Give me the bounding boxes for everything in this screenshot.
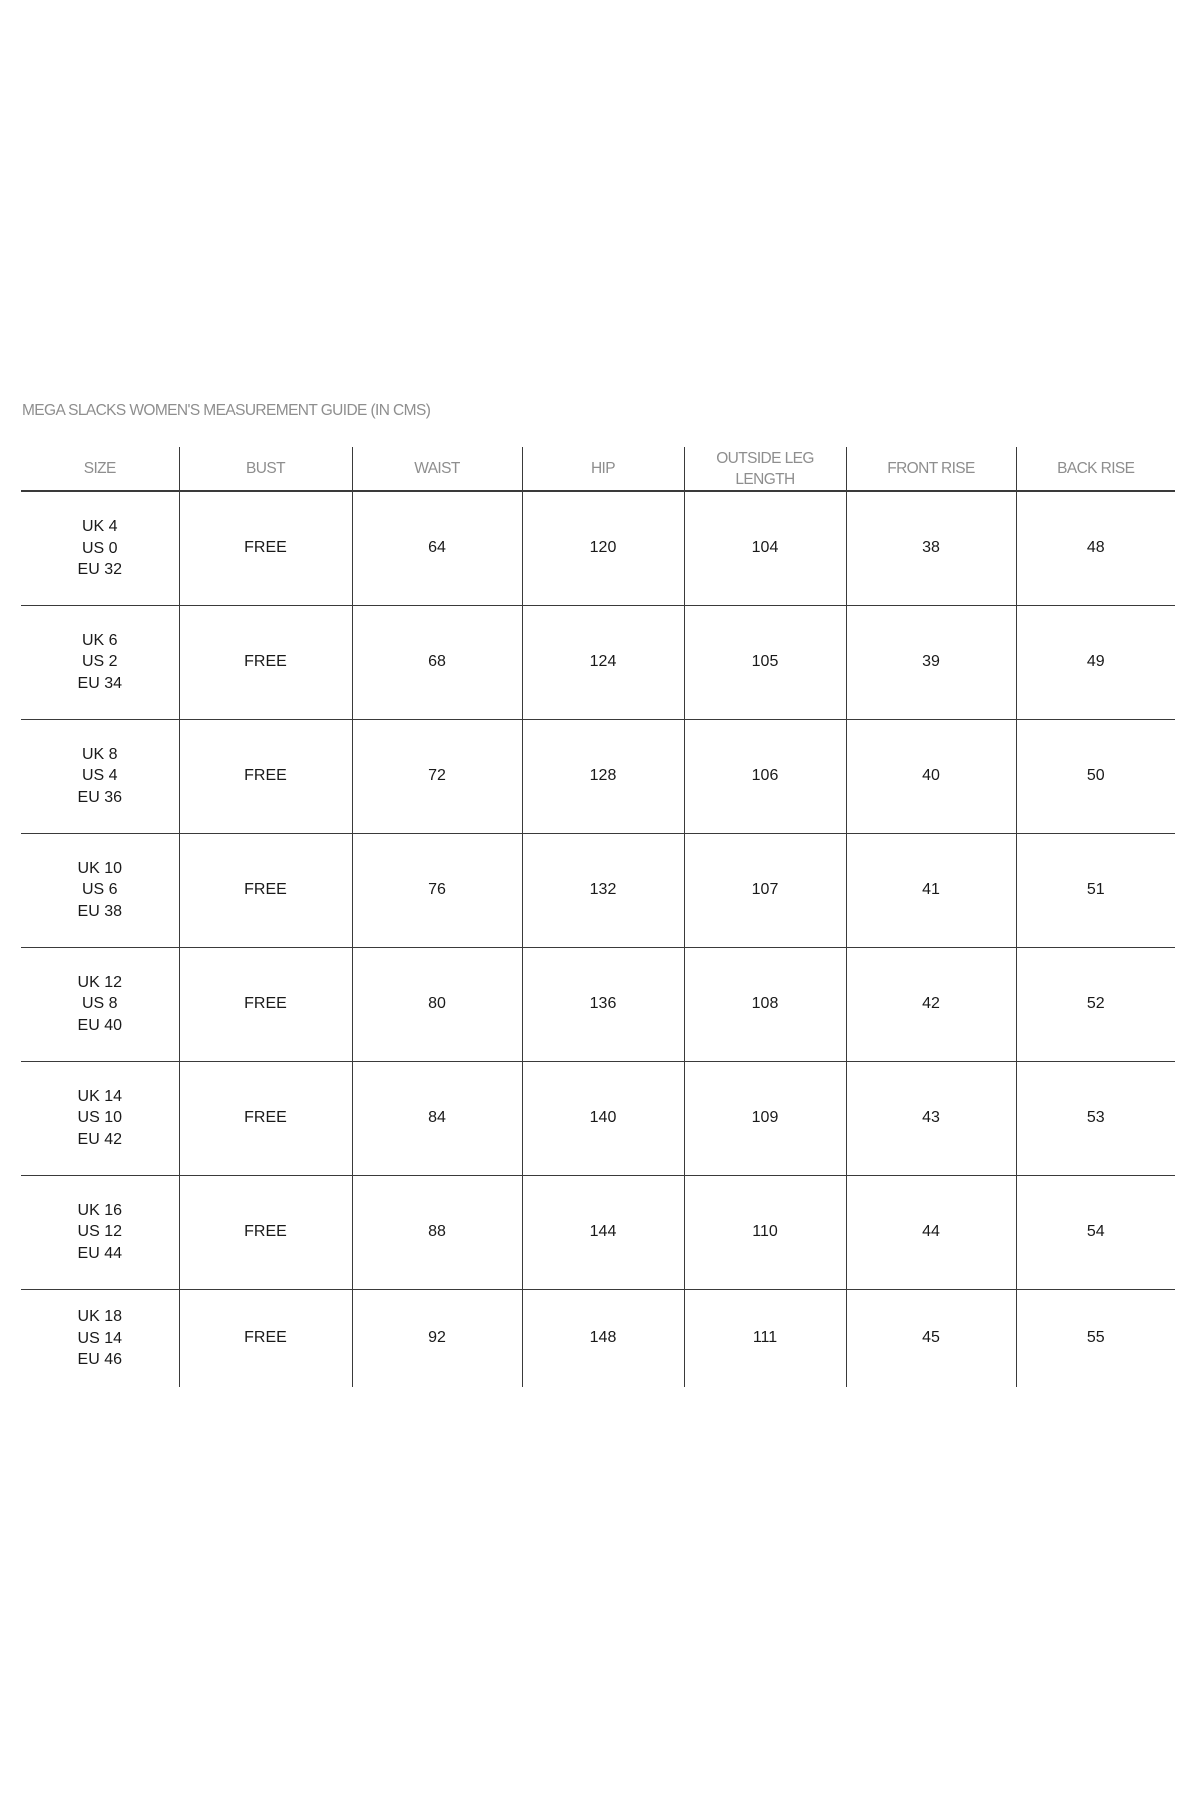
size-us: US 2: [81, 653, 118, 671]
size-table: [21, 447, 1175, 1387]
waist-cell: 80: [352, 947, 522, 1061]
front-rise-cell: 41: [846, 833, 1016, 947]
table-row: [21, 605, 1175, 719]
column-header-bust: BUST: [179, 447, 352, 491]
hip-cell: 148: [522, 1289, 684, 1387]
table-row: [21, 1061, 1175, 1175]
size-uk: UK 8: [81, 745, 118, 763]
size-us: US 4: [81, 767, 118, 785]
table-row: [21, 1175, 1175, 1289]
back-rise-cell: 51: [1016, 833, 1175, 947]
waist-cell: 68: [352, 605, 522, 719]
front-rise-cell: 44: [846, 1175, 1016, 1289]
back-rise-cell: 49: [1016, 605, 1175, 719]
outside-leg-length-cell: 109: [684, 1061, 846, 1175]
column-header-waist: WAIST: [352, 447, 522, 491]
outside-leg-length-cell: 104: [684, 491, 846, 605]
bust-cell: FREE: [179, 947, 352, 1061]
bust-cell: FREE: [179, 1289, 352, 1387]
waist-cell: 88: [352, 1175, 522, 1289]
bust-cell: FREE: [179, 719, 352, 833]
table-header: [21, 447, 1175, 491]
back-rise-cell: 48: [1016, 491, 1175, 605]
outside-leg-length-cell: 105: [684, 605, 846, 719]
waist-cell: 72: [352, 719, 522, 833]
bust-cell: FREE: [179, 491, 352, 605]
size-eu: EU 38: [77, 902, 122, 920]
column-header-outside-leg-length: OUTSIDE LEG LENGTH: [684, 447, 846, 491]
size-eu: EU 40: [77, 1016, 122, 1034]
size-us: US 12: [77, 1223, 122, 1241]
front-rise-cell: 40: [846, 719, 1016, 833]
size-eu: EU 46: [77, 1351, 122, 1368]
hip-cell: 144: [522, 1175, 684, 1289]
table-row: [21, 833, 1175, 947]
size-cell: [21, 719, 179, 833]
guide-title: MEGA SLACKS WOMEN'S MEASUREMENT GUIDE (IN CMS): [22, 402, 431, 419]
column-header-size: SIZE: [21, 447, 179, 491]
size-cell: [21, 1175, 179, 1289]
table-body: [21, 491, 1175, 1387]
front-rise-cell: 42: [846, 947, 1016, 1061]
size-eu: EU 44: [77, 1244, 122, 1262]
back-rise-cell: 50: [1016, 719, 1175, 833]
size-us: US 14: [77, 1329, 122, 1347]
waist-cell: 84: [352, 1061, 522, 1175]
size-eu: EU 42: [77, 1130, 122, 1148]
hip-cell: 124: [522, 605, 684, 719]
bust-cell: FREE: [179, 1061, 352, 1175]
table-row: [21, 719, 1175, 833]
size-uk: UK 4: [81, 518, 118, 535]
size-uk: UK 12: [77, 973, 122, 991]
waist-cell: 64: [352, 491, 522, 605]
table-row: [21, 947, 1175, 1061]
outside-leg-length-cell: 106: [684, 719, 846, 833]
waist-cell: 76: [352, 833, 522, 947]
size-uk: UK 18: [77, 1308, 122, 1325]
waist-cell: 92: [352, 1289, 522, 1387]
header-row: [21, 447, 1175, 491]
size-uk: UK 10: [77, 859, 122, 877]
front-rise-cell: 43: [846, 1061, 1016, 1175]
back-rise-cell: 55: [1016, 1289, 1175, 1387]
hip-cell: 128: [522, 719, 684, 833]
bust-cell: FREE: [179, 605, 352, 719]
size-cell: [21, 491, 179, 605]
size-cell: [21, 833, 179, 947]
column-header-back-rise: BACK RISE: [1016, 447, 1175, 491]
back-rise-cell: 54: [1016, 1175, 1175, 1289]
size-cell: [21, 1061, 179, 1175]
front-rise-cell: 39: [846, 605, 1016, 719]
hip-cell: 136: [522, 947, 684, 1061]
column-header-front-rise: FRONT RISE: [846, 447, 1016, 491]
back-rise-cell: 53: [1016, 1061, 1175, 1175]
bust-cell: FREE: [179, 1175, 352, 1289]
size-uk: UK 14: [77, 1087, 122, 1105]
outside-leg-length-cell: 107: [684, 833, 846, 947]
hip-cell: 140: [522, 1061, 684, 1175]
bust-cell: FREE: [179, 833, 352, 947]
size-eu: EU 36: [77, 788, 122, 806]
table-row: [21, 491, 1175, 605]
outside-leg-length-cell: 110: [684, 1175, 846, 1289]
size-cell: [21, 947, 179, 1061]
size-uk: UK 6: [81, 631, 118, 649]
hip-cell: 120: [522, 491, 684, 605]
size-us: US 6: [81, 881, 118, 899]
size-eu: EU 34: [77, 674, 122, 692]
size-eu: EU 32: [77, 561, 122, 578]
column-header-hip: HIP: [522, 447, 684, 491]
table-row: [21, 1289, 1175, 1387]
outside-leg-length-cell: 111: [684, 1289, 846, 1387]
size-cell: [21, 1289, 179, 1387]
size-us: US 8: [81, 995, 118, 1013]
size-cell: [21, 605, 179, 719]
size-uk: UK 16: [77, 1201, 122, 1219]
hip-cell: 132: [522, 833, 684, 947]
front-rise-cell: 38: [846, 491, 1016, 605]
outside-leg-length-cell: 108: [684, 947, 846, 1061]
size-us: US 10: [77, 1109, 122, 1127]
front-rise-cell: 45: [846, 1289, 1016, 1387]
back-rise-cell: 52: [1016, 947, 1175, 1061]
size-us: US 0: [81, 539, 118, 557]
